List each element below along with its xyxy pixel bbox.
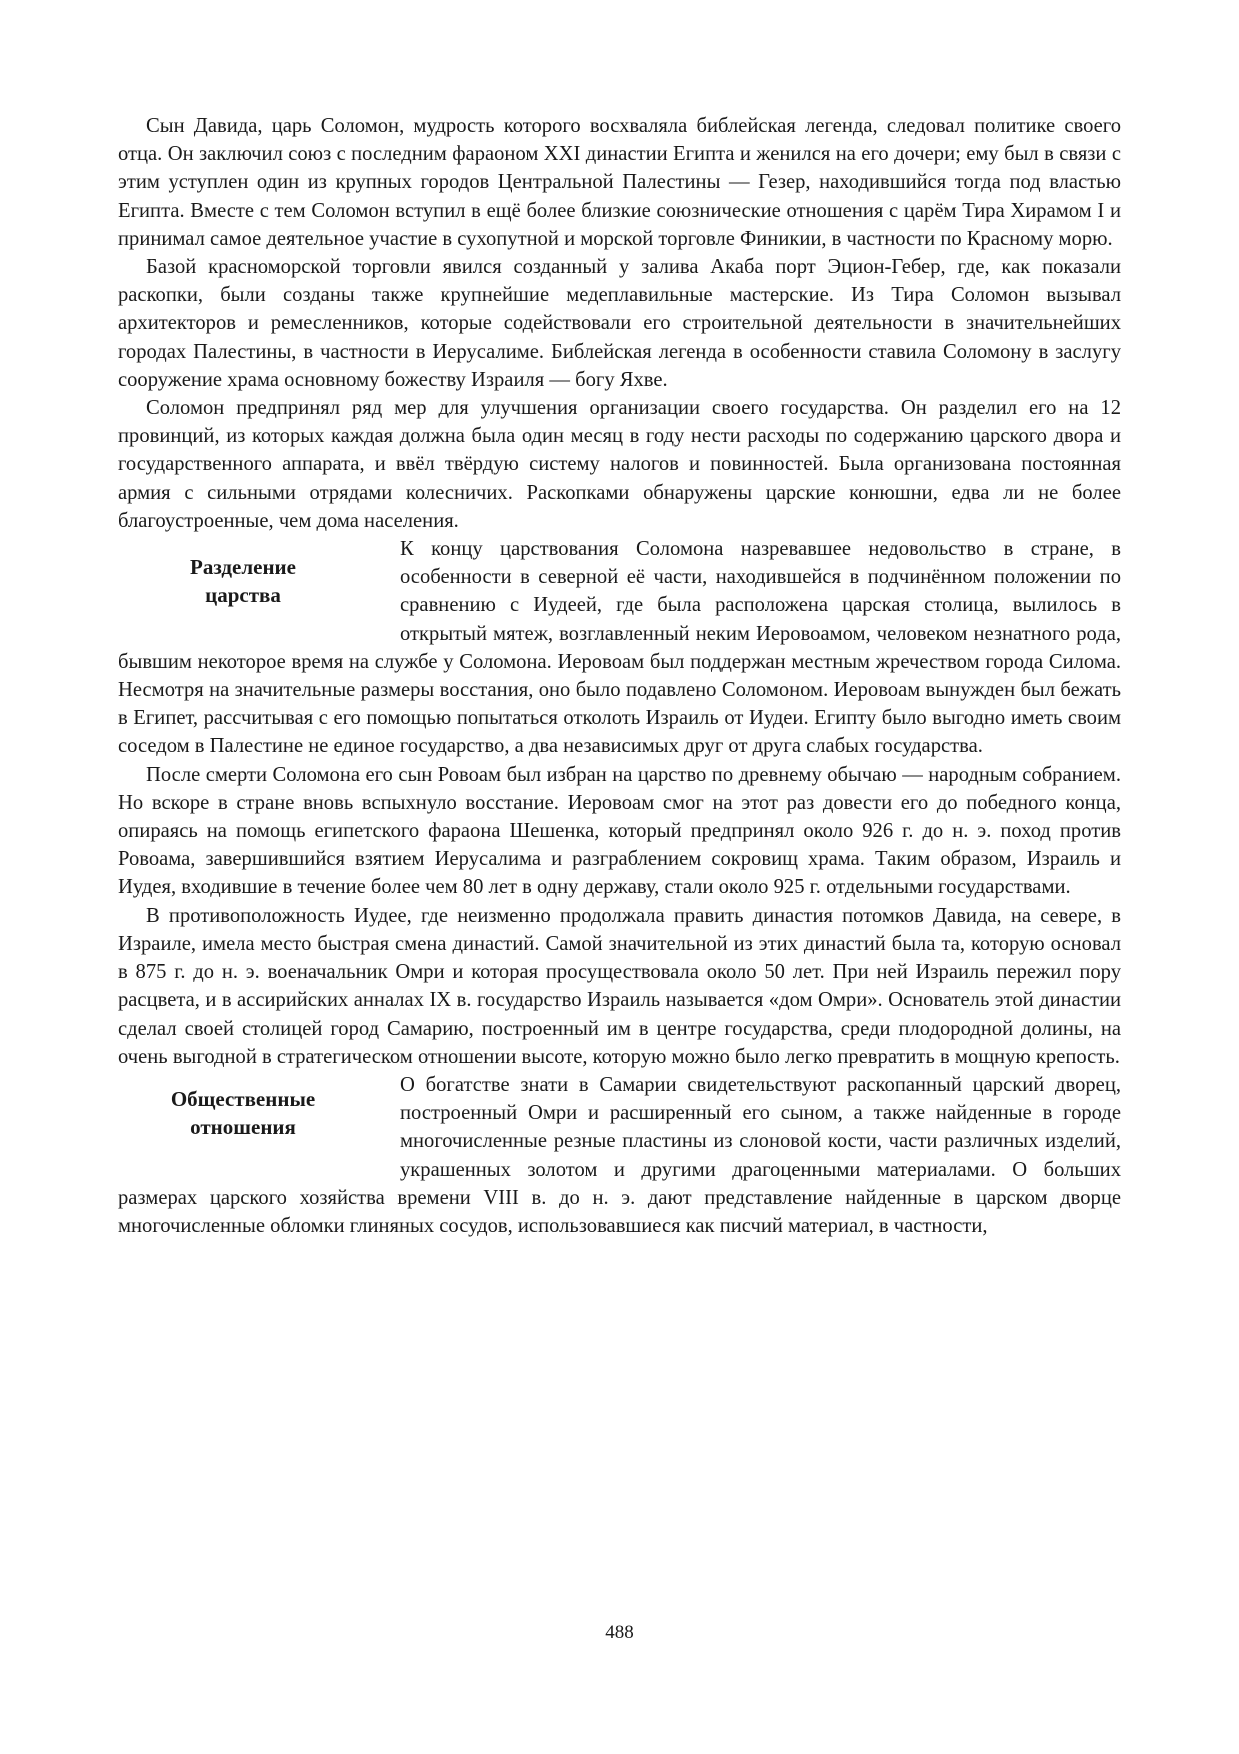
paragraph-omri-dynasty: В противоположность Иудее, где неизменно продолжала править династия потомков Давида, на севере, в Израиле, имела место быстрая смена династий. Самой значительной из этих династий была та, которую основал в 875 г. до н. э. военачальник Омри и которая просуществовала около 50 лет. При ней Израиль пережил пору расцвета, и в ассирийских анналах IX в. государство Израиль называется «дом Омри». Основатель этой династии сделал своей столицей город Самарию, построенный им в центре государства, среди плодородной долины, на очень выгодной в стратегическом отношении высоте, которую можно было легко превратить в мощную крепость.: [118, 904, 1121, 1068]
paragraph-samaria-wealth: О богатстве знати в Самарии свидетельствуют раскопанный царский дворец, построенный Омри и расширенный его сыном, а также найденные в городе многочисленные резные пластины из слоновой кости, части различных изделий, украшенных золотом и другими драгоценными материалами. О больших размерах царского хозяйства времени VIII в. до н. э. дают представление найденные в царском дворце многочисленные обломки глиняных сосудов, использовавшиеся как писчий материал, в частности,: [118, 1073, 1121, 1237]
paragraph-rehoboam: После смерти Соломона его сын Ровоам был избран на царство по древнему обычаю — народным собранием. Но вскоре в стране вновь вспыхнуло восстание. Иеровоам смог на этот раз довести его до победного конца, опираясь на помощь египетского фараона Шешенка, который предпринял около 926 г. до н. э. поход против Ровоама, завершившийся взятием Иерусалима и разграблением сокровищ храма. Таким образом, Израиль и Иудея, входившие в течение более чем 80 лет в одну державу, стали около 925 г. отдельными государствами.: [118, 763, 1121, 899]
side-heading-division-line1: Разделение: [190, 555, 296, 580]
side-heading-social-line2: отношения: [190, 1114, 296, 1139]
side-heading-social-line1: Общественные: [170, 1086, 316, 1111]
paragraph-red-sea-trade: Базой красноморской торговли явился созданный у залива Акаба порт Эцион-Гебер, где, как показали раскопки, были созданы также крупнейшие медеплавильные мастерские. Из Тира Соломон вызывал архитекторов и ремесленников, которые содействовали его строительной деятельности в значительнейших городах Палестины, в частности в Иерусалиме. Библейская легенда в особенности ставила Соломону в заслугу сооружение храма основному божеству Израиля — богу Яхве.: [118, 256, 1121, 391]
side-heading-division: [108, 553, 400, 637]
side-heading-social: [108, 1085, 400, 1169]
document-body: [118, 112, 1121, 1240]
paragraph-revolt: К концу царствования Соломона назревавшее недовольство в стране, в особенности в северной её части, находившейся в подчинённом положении по сравнению с Иудеей, где была расположена царская столица, вылилось в открытый мятеж, возглавленный неким Иеровоамом, человеком незнатного рода, бывшим некоторое время на службе у Соломона. Иеровоам был поддержан местным жречеством города Силома. Несмотря на значительные размеры восстания, оно было подавлено Соломоном. Иеровоам вынужден был бежать в Египет, рассчитывая с его помощью попытаться отколоть Израиль от Иудеи. Египту было выгодно иметь своим соседом в Палестине не единое государство, а два независимых друг от друга слабых государства.: [118, 538, 1121, 758]
paragraph-state-organization: Соломон предпринял ряд мер для улучшения организации своего государства. Он разделил его на 12 провинций, из которых каждая должна была один месяц в году нести расходы по содержанию царского двора и государственного аппарата, и ввёл твёрдую систему налогов и повинностей. Была организована постоянная армия с сильными отрядами колесничих. Раскопками обнаружены царские конюшни, едва ли не более благоустроенные, чем дома населения.: [118, 397, 1121, 532]
side-heading-division-line2: царства: [205, 583, 281, 608]
paragraph-solomon-policy: Сын Давида, царь Соломон, мудрость которого восхваляла библейская легенда, следовал политике своего отца. Он заключил союз с последним фараоном XXI династии Египта и женился на его дочери; ему был в связи с этим уступлен один из крупных городов Центральной Палестины — Гезер, находившийся тогда под властью Египта. Вместе с тем Соломон вступил в ещё более близкие союзнические отношения с царём Тира Хирамом I и принимал самое деятельное участие в сухопутной и морской торговле Финикии, в частности по Красному морю.: [118, 115, 1121, 250]
page-number: 488: [605, 1622, 634, 1643]
